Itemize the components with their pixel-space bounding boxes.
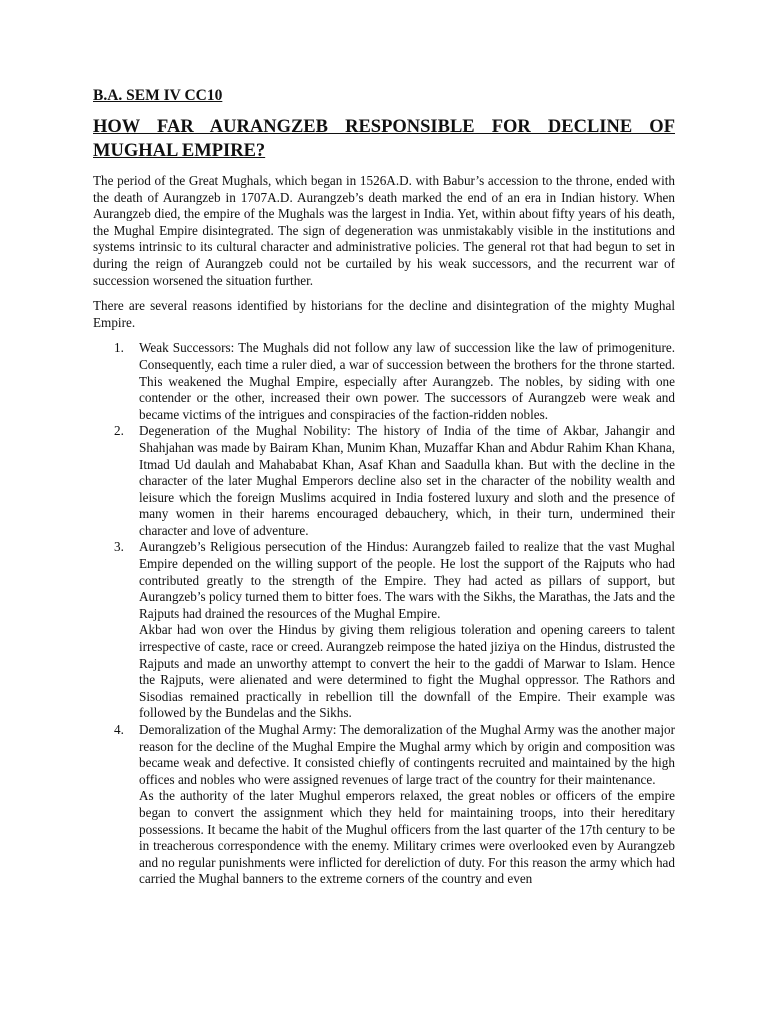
list-item-army <box>93 722 675 888</box>
list-item-weak-successors <box>93 340 675 423</box>
list-item-religious-persecution <box>93 539 675 722</box>
list-item-nobility <box>93 423 675 539</box>
list-item-paragraph: Akbar had won over the Hindus by giving them religious toleration and opening careers to talent irrespective of caste, race or creed. Aurangzeb reimpose the hated jiziya on the Hindus, distrusted the Rajputs and made an unworthy attempt to convert the heir to the gaddi of Marwar to Islam. Hence the Rajputs, were alienated and were determined to fight the Mughal oppressor. The Rathors and Sisodias remained practically in rebellion till the downfall of the Empire. Their example was followed by the Bundelas and the Sikhs. <box>139 622 675 721</box>
reasons-list <box>93 340 675 888</box>
intro-paragraph-1: The period of the Great Mughals, which began in 1526A.D. with Babur’s accession to the throne, ended with the death of Aurangzeb in 1707A.D. Aurangzeb’s death marked the end of an era in Indian history. When Aurangzeb died, the empire of the Mughals was the largest in India. Yet, within about fifty years of his death, the Mughal Empire disintegrated. The sign of degeneration was unmistakably visible in the institutions and systems intrinsic to its cultural character and administrative policies. The general rot that had begun to set in during the reign of Aurangzeb could not be curtailed by his weak successors, and the recurrent war of succession worsened the situation further. <box>93 173 675 288</box>
list-number: 2. <box>114 423 124 439</box>
list-item-paragraph: Degeneration of the Mughal Nobility: The history of India of the time of Akbar, Jahangir and Shahjahan was made by Bairam Khan, Munim Khan, Muzaffar Khan and Abdur Rahim Khan Khana, Itmad Ud daulah and Mahababat Khan, Asaf Khan and Saadulla khan. But with the decline in the character of the later Mughal Emperors decline also set in the character of the nobility wealth and leisure which the foreign Muslims acquired in India fostered luxury and sloth and the presence of many women in their harems encouraged debauchery, which, in their turn, undermined their character and love of adventure. <box>139 423 675 538</box>
course-heading: B.A. SEM IV CC10 <box>93 87 223 104</box>
document-page <box>93 86 675 888</box>
list-item-paragraph: Demoralization of the Mughal Army: The demoralization of the Mughal Army was the another major reason for the decline of the Mughal Empire the Mughal army which by origin and composition was became weak and defective. It consisted chiefly of contingents recruited and maintained by the high offices and nobles who were assigned revenues of large tract of the country for their maintenance. <box>139 722 675 787</box>
list-item-paragraph: Weak Successors: The Mughals did not follow any law of succession like the law of primogeniture. Consequently, each time a ruler died, a war of succession between the brothers for the throne started. This weakened the Mughal Empire, especially after Aurangzeb. The nobles, by siding with one contender or the other, increased their own power. The successors of Aurangzeb were weak and became victims of the intrigues and conspiracies of the faction-ridden nobles. <box>139 340 675 422</box>
list-number: 1. <box>114 340 124 356</box>
list-number: 4. <box>114 722 124 737</box>
list-item-paragraph: Aurangzeb’s Religious persecution of the Hindus: Aurangzeb failed to realize that the vast Mughal Empire depended on the willing support of the people. He lost the support of the Rajputs who had contributed greatly to the strength of the Empire. They had acted as pillars of support, but Aurangzeb’s policy turned them to bitter foes. The wars with the Sikhs, the Marathas, the Jats and the Rajputs had drained the resources of the Mughal Empire. <box>139 539 675 621</box>
list-number: 3. <box>114 539 124 555</box>
document-title: HOW FAR AURANGZEB RESPONSIBLE FOR DECLINE OF MUGHAL EMPIRE? <box>93 117 675 161</box>
intro-paragraph-2: There are several reasons identified by historians for the decline and disintegration of the mighty Mughal Empire. <box>93 298 675 330</box>
list-item-paragraph: As the authority of the later Mughul emperors relaxed, the great nobles or officers of the empire began to convert the assignment which they held for maintaining troops, into their hereditary possessions. It became the habit of the Mughul officers from the last quarter of the 17th century to be in treacherous correspondence with the enemy. Military crimes were overlooked even by Aurangzeb and no regular punishments were inflicted for dereliction of duty. For this reason the army which had carried the Mughal banners to the extreme corners of the country and even <box>139 788 675 887</box>
